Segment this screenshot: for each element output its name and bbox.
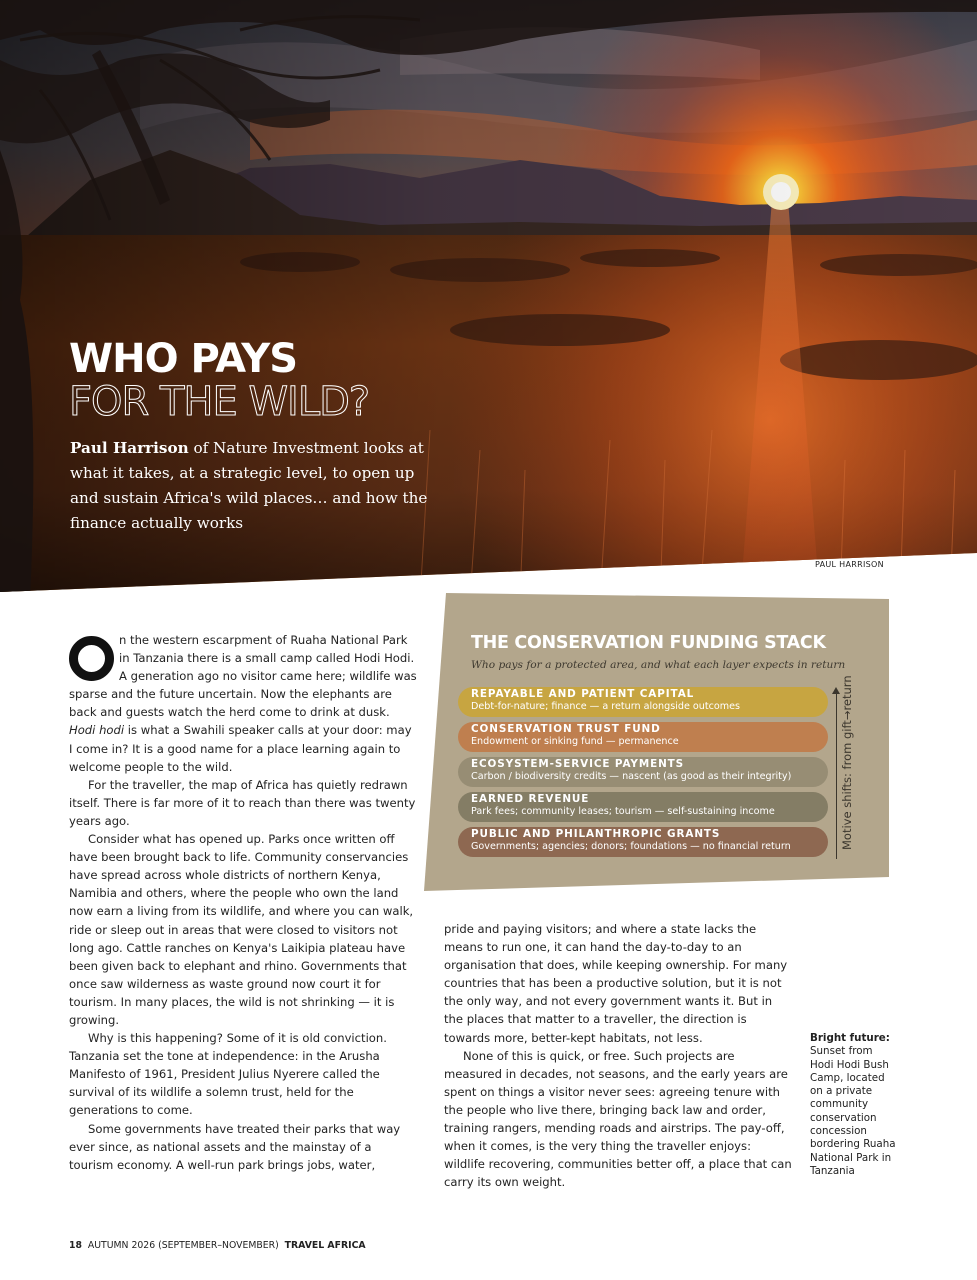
caption-lead: Bright future: xyxy=(810,1032,890,1044)
stack-layer-repayable-capital xyxy=(458,687,828,717)
panel-title: THE CONSERVATION FUNDING STACK xyxy=(471,633,826,653)
paragraph: Consider what has opened up. Parks once written off have been brought back to life. Community conservancies have spread across whole districts of northern Kenya, Namibia and others, where the people who own the land now earn a living from its wildlife, and where you can walk, ride or sleep out in areas that were closed to visitors not long ago. Cattle ranches on Kenya's Laikipia plateau have been given back to elephant and rhino. Governments that once saw wilderness as waste ground now court it for tourism. In many places, the wild is not shrinking — it is growing. xyxy=(69,832,414,1027)
stack-layer-public-grants xyxy=(458,827,828,857)
stack-layer-title: ECOSYSTEM-SERVICE PAYMENTS xyxy=(471,758,685,770)
headline xyxy=(69,336,370,425)
issue-date: AUTUMN 2026 (SEPTEMBER–NOVEMBER) xyxy=(87,1240,279,1251)
stack-layer-desc: Governments; agencies; donors; foundations — no financial return xyxy=(471,841,791,852)
stack-layer-trust-fund xyxy=(458,722,828,752)
paragraph: n the western escarpment of Ruaha National Park in Tanzania there is a small camp called Hodi Hodi. A generation ago no visitor came here; wildlife was sparse and the future uncertain. Now the elephants are back and guests watch the herd come to drink at dusk. Hodi hodi is what a Swahili speaker calls at your door: may I come in? It is a good name for a place learning again to welcome people to the wild. xyxy=(69,633,417,774)
stack-layer-desc: Carbon / biodiversity credits — nascent (as good as their integrity) xyxy=(471,771,792,782)
stack-layer-title: CONSERVATION TRUST FUND xyxy=(471,723,661,735)
paragraph: Some governments have treated their parks that way ever since, as national assets and the mainstay of a tourism economy. A well-run park brings jobs, water, xyxy=(69,1121,401,1172)
article-column-1 xyxy=(69,631,417,1174)
motive-axis-line xyxy=(836,691,837,859)
standfirst-text: of Nature Investment looks at what it takes, at a strategic level, to open up and sustain Africa's wild places… and how the finance actually works xyxy=(70,439,428,532)
stack-layer-title: REPAYABLE AND PATIENT CAPITAL xyxy=(471,688,695,700)
paragraph: pride and paying visitors; and where a state lacks the means to run one, it can hand the day-to-day to an organisation that does, while keeping ownership. For many countries that has been a productive solution, but it is not the only way, and not every government wants it. But in the places that matter to a traveller, the direction is towards more, better-kept habitats, not less. xyxy=(444,922,788,1045)
standfirst xyxy=(70,436,430,536)
article-column-2 xyxy=(444,920,792,1191)
photo-credit: PAUL HARRISON xyxy=(815,560,884,569)
paragraph: For the traveller, the map of Africa has quietly redrawn itself. There is far more of it to reach than there was twenty years ago. xyxy=(69,777,416,828)
page-number: 18 xyxy=(69,1240,82,1251)
paragraph: Why is this happening? Some of it is old conviction. Tanzania set the tone at independence: in the Arusha Manifesto of 1961, President Julius Nyerere called the survival of its wildlife a solemn trust, held for the generations to come. xyxy=(69,1031,387,1118)
paragraph: None of this is quick, or free. Such projects are measured in decades, not seasons, and the early years are spent on things a visitor never sees: agreeing tenure with the people who live there, bringing back law and order, training rangers, mending roads and airstrips. The pay-off, when it comes, is the very thing the traveller enjoys: wildlife recovering, communities better off, a place that can carry its own weight. xyxy=(444,1048,792,1190)
stack-layer-title: PUBLIC AND PHILANTHROPIC GRANTS xyxy=(471,828,721,840)
headline-line-2: FOR THE WILD? xyxy=(69,379,370,425)
funding-stack-panel xyxy=(424,593,889,893)
photo-caption xyxy=(810,1032,898,1178)
stack-layer-desc: Endowment or sinking fund — permanence xyxy=(471,736,679,747)
panel-subtitle: Who pays for a protected area, and what each layer expects in return xyxy=(471,659,846,671)
standfirst-author: Paul Harrison xyxy=(70,439,189,457)
stack-layer-desc: Debt-for-nature; finance — a return alongside outcomes xyxy=(471,701,741,712)
magazine-name: TRAVEL AFRICA xyxy=(284,1240,366,1251)
stack-layer-title: EARNED REVENUE xyxy=(471,793,590,805)
motive-axis-label: Motive shifts: from gift→return xyxy=(840,675,854,850)
dropcap xyxy=(69,636,114,681)
headline-line-1: WHO PAYS xyxy=(69,336,298,382)
caption-text: Sunset from Hodi Hodi Bush Camp, located on a private community conservation concession bordering Ruaha National Park in Tanzania xyxy=(810,1045,896,1177)
stack-layer-desc: Park fees; community leases; tourism — self-sustaining income xyxy=(471,806,775,817)
page-folio xyxy=(69,1240,366,1251)
stack-layer-ecosystem-payments xyxy=(458,757,828,787)
arrow-up-icon xyxy=(832,687,840,694)
stack-layer-earned-revenue xyxy=(458,792,828,822)
